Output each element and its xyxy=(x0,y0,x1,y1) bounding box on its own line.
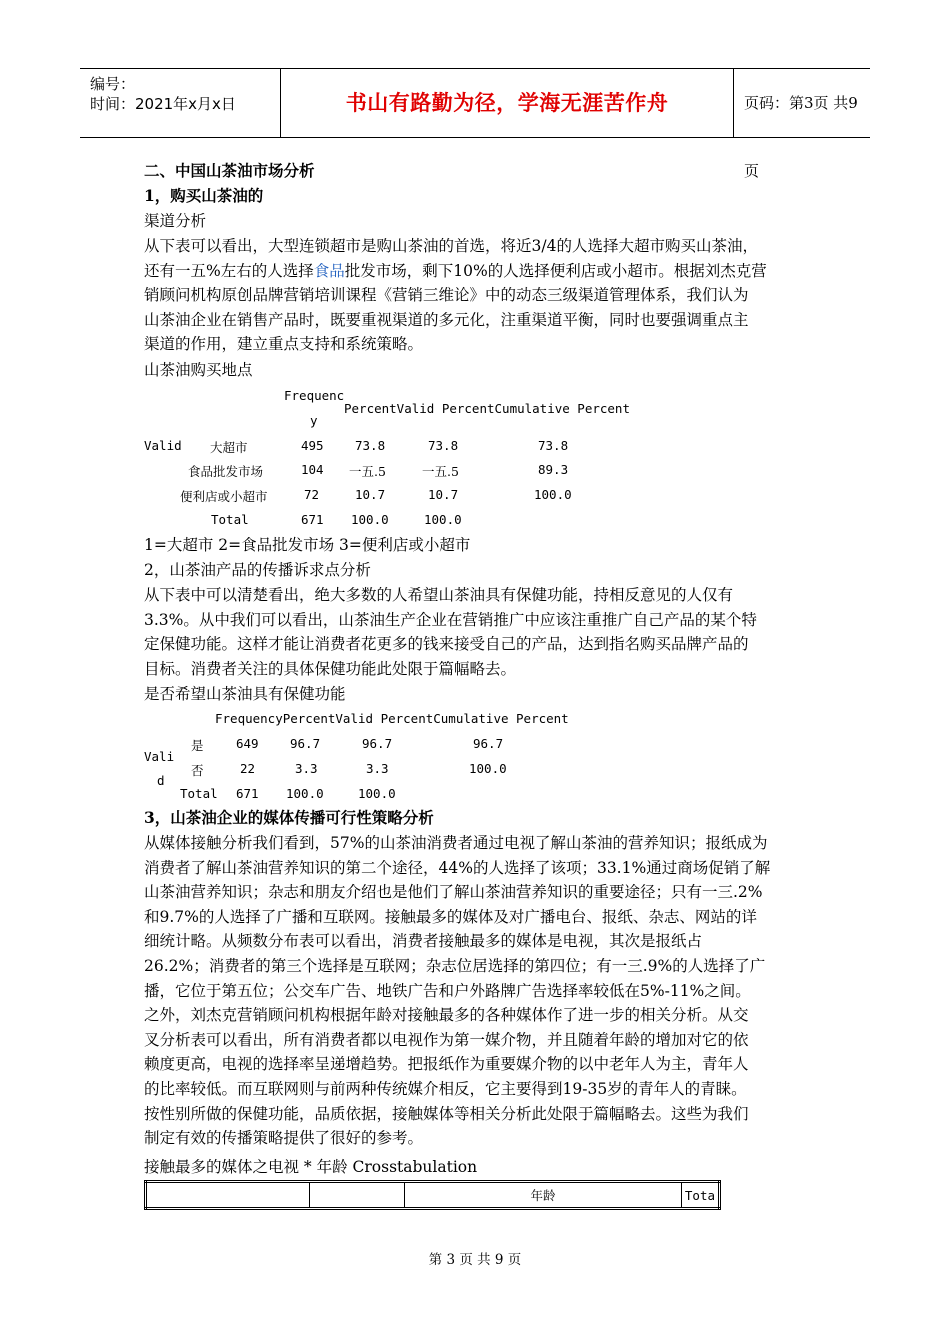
t1-cell: 一五.5 xyxy=(349,464,386,479)
header-page-label: 页码：第3页 共9页 xyxy=(744,94,858,180)
t1-cell: 671 xyxy=(301,512,324,527)
s3-line: 按性别所做的保健功能，品质依据，接触媒体等相关分析此处限于篇幅略去。这些为我们 xyxy=(144,1104,749,1123)
s1-paragraph xyxy=(144,234,814,357)
t2-cell: 96.7 xyxy=(473,736,504,751)
t2-header: FrequencyPercentValid PercentCumulative Percent xyxy=(215,711,569,726)
t1-cell: 495 xyxy=(301,438,324,453)
crosstab-table xyxy=(144,1180,721,1210)
t1-valid-label: Valid xyxy=(144,438,182,453)
t2-cell: 22 xyxy=(240,761,256,776)
s3-line: 山茶油营养知识；杂志和朋友介绍也是他们了解山茶油营养知识的重要途径；只有一三.2% xyxy=(144,883,763,902)
s1-line-5: 渠道的作用，建立重点支持和系统策略。 xyxy=(144,335,424,354)
s2-title: 2，山茶油产品的传播诉求点分析 xyxy=(144,561,371,579)
t2-cell: 671 xyxy=(236,786,259,801)
s3-line: 的比率较低。而互联网则与前两种传统媒介相反，它主要得到19-35岁的青年人的青睐。 xyxy=(144,1079,747,1098)
t1-cell: 73.8 xyxy=(428,438,459,453)
t1-cell: 10.7 xyxy=(355,487,386,502)
t2-row-label: 是 xyxy=(191,738,204,753)
t2-cell: 100.0 xyxy=(358,786,396,801)
t1-cell: 一五.5 xyxy=(422,464,459,479)
t1-cell: 72 xyxy=(304,487,320,502)
date-label: 时间：2021年x月x日 xyxy=(90,95,236,113)
s2-line-3: 定保健功能。这样才能让消费者花更多的钱来接受自己的产品，达到指名购买品牌产品的 xyxy=(144,635,749,654)
t2-valid-label-2: d xyxy=(157,773,165,788)
t2-cell: 3.3 xyxy=(366,761,389,776)
s3-line: 赖度更高，电视的选择率呈递增趋势。把报纸作为重要媒介物的以中老年人为主，青年人 xyxy=(144,1055,749,1074)
s1-line-1: 从下表可以看出，大型连锁超市是购山茶油的首选，将近3/4的人选择大超市购买山茶油， xyxy=(144,237,758,255)
crosstab-total-header: Tota xyxy=(681,1182,719,1209)
food-link[interactable]: 食品 xyxy=(313,261,345,280)
s3-line: 制定有效的传播策略提供了很好的参考。 xyxy=(144,1129,424,1148)
t1-row-label: 食品批发市场 xyxy=(188,464,264,479)
page-footer: 第 3 页 共 9 页 xyxy=(428,1252,522,1268)
t1-row-label: 便利店或小超市 xyxy=(180,489,268,504)
s1-subtitle: 渠道分析 xyxy=(144,212,207,230)
t1-cell: 10.7 xyxy=(428,487,459,502)
s1-table-title: 山茶油购买地点 xyxy=(144,361,253,379)
t1-header-freq-2: y xyxy=(310,413,318,428)
t2-valid-label-1: Vali xyxy=(144,749,175,764)
s2-line-2: 3.3%。从中我们可以看出，山茶油生产企业在营销推广中应该注重推广自己产品的某个特 xyxy=(144,610,757,629)
s1-line-4: 山茶油企业在销售产品时，既要重视渠道的多元化，注重渠道平衡，同时也要强调重点主 xyxy=(144,310,749,329)
serial-label: 编号： xyxy=(90,75,136,93)
t1-row-label: 大超市 xyxy=(210,440,248,455)
t2-cell: 96.7 xyxy=(290,736,321,751)
s3-table-title: 接触最多的媒体之电视 * 年龄 Crosstabulation xyxy=(144,1158,478,1176)
t1-header-freq-1: Frequenc xyxy=(284,388,345,403)
t1-header-rest: PercentValid PercentCumulative Percent xyxy=(344,401,630,416)
t2-cell: 649 xyxy=(236,736,259,751)
header-meta-cell xyxy=(80,69,281,137)
t1-row-label: Total xyxy=(211,512,249,527)
s3-title: 3，山茶油企业的媒体传播可行性策略分析 xyxy=(144,808,434,827)
s3-line: 和9.7%的人选择了广播和互联网。接触最多的媒体及对广播电台、报纸、杂志、网站的详 xyxy=(144,907,757,926)
s1-line-3: 销顾问机构原创品牌营销培训课程《营销三维论》中的动态三级渠道管理体系，我们认为 xyxy=(144,286,749,305)
s3-line: 26.2%；消费者的第三个选择是互联网；杂志位居选择的第四位；有一三.9%的人选择了广 xyxy=(144,956,766,975)
s3-line: 从媒体接触分析我们看到，57%的山茶油消费者通过电视了解山茶油的营养知识；报纸成为 xyxy=(144,834,768,852)
s1-line-2: 还有一五%左右的人选择食品批发市场，剩下10%的人选择便利店或小超市。根据刘杰克营 xyxy=(144,261,767,280)
t1-cell: 89.3 xyxy=(538,462,569,477)
s3-line: 消费者了解山茶油营养知识的第二个途径，44%的人选择了该项；33.1%通过商场促销了解 xyxy=(144,858,771,877)
crosstab-cell xyxy=(310,1182,405,1209)
t2-row-label: Total xyxy=(180,786,218,801)
t2-cell: 96.7 xyxy=(362,736,393,751)
t2-cell: 3.3 xyxy=(295,761,318,776)
s3-paragraph xyxy=(144,831,814,1151)
t1-cell: 100.0 xyxy=(351,512,389,527)
s1-title: 1，购买山茶油的 xyxy=(144,186,264,205)
s3-line: 之外，刘杰克营销顾问机构根据年龄对接触最多的各种媒体作了进一步的相关分析。从交 xyxy=(144,1006,749,1025)
s3-line: 播，它位于第五位；公交车广告、地铁广告和户外路牌广告选择率较低在5%-11%之间。 xyxy=(144,981,751,1000)
crosstab-cell xyxy=(146,1182,310,1209)
t2-cell: 100.0 xyxy=(286,786,324,801)
t1-cell: 73.8 xyxy=(355,438,386,453)
s2-line-1: 从下表中可以清楚看出，绝大多数的人希望山茶油具有保健功能，持相反意见的人仅有 xyxy=(144,586,734,604)
section-title: 二、中国山茶油市场分析 xyxy=(144,161,315,180)
t1-cell: 100.0 xyxy=(534,487,572,502)
s3-line: 细统计略。从频数分布表可以看出，消费者接触最多的媒体是电视，其次是报纸占 xyxy=(144,932,703,951)
t2-cell: 100.0 xyxy=(469,761,507,776)
t1-cell: 104 xyxy=(301,462,324,477)
t1-cell: 73.8 xyxy=(538,438,569,453)
t1-cell: 100.0 xyxy=(424,512,462,527)
s2-line-4: 目标。消费者关注的具体保健功能此处限于篇幅略去。 xyxy=(144,659,517,678)
s2-paragraph xyxy=(144,583,814,681)
s1-legend: 1=大超市 2=食品批发市场 3=便利店或小超市 xyxy=(144,536,471,554)
crosstab-age-header: 年龄 xyxy=(405,1182,682,1209)
s2-table-title: 是否希望山茶油具有保健功能 xyxy=(144,685,346,703)
t2-row-label: 否 xyxy=(191,763,204,778)
header-motto: 书山有路勤为径，学海无涯苦作舟 xyxy=(281,69,734,137)
table-row xyxy=(146,1182,720,1209)
s3-line: 叉分析表可以看出，所有消费者都以电视作为第一媒介物，并且随着年龄的增加对它的依 xyxy=(144,1030,749,1049)
